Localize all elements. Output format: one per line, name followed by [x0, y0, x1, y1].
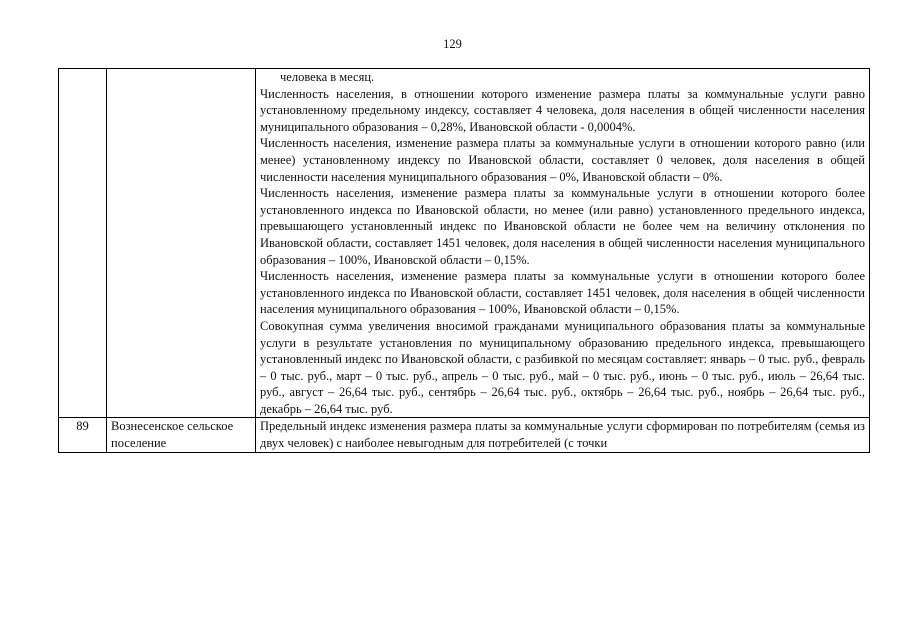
description-cell — [256, 69, 870, 418]
paragraph: Совокупная сумма увеличения вносимой гражданами муниципального образования платы за коммунальные услуги в результате установления по муниципальному образованию предельного индекса, превышающего установленный индекс по Ивановской области, с разбивкой по месяцам составляет: январь – 0 тыс. руб., февраль – 0 тыс. руб., март – 0 тыс. руб., апрель – 0 тыс. руб., май – 0 тыс. руб., июнь – 0 тыс. руб., июль – 26,64 тыс. руб., август – 26,64 тыс. руб., сентябрь – 26,64 тыс. руб., октябрь – 26,64 тыс. руб., ноябрь – 26,64 тыс. руб., декабрь – 26,64 тыс. руб. — [260, 318, 865, 416]
table-row — [59, 69, 870, 418]
paragraph: Численность населения, изменение размера платы за коммунальные услуги в отношении которого более установленного индекса по Ивановской области, составляет 1451 человек, доля населения в общей численности населения муниципального образования – 100%, Ивановской области – 0,15%. — [260, 269, 865, 317]
page-number: 129 — [443, 37, 462, 51]
municipality-name-cell: Вознесенское сельское поселение — [107, 418, 256, 452]
row-number-cell — [59, 69, 107, 418]
paragraph: Предельный индекс изменения размера платы за коммунальные услуги сформирован по потребителям (семья из двух человек) с наиболее невыгодным для потребителей (с точки — [260, 419, 865, 451]
row-number-cell: 89 — [59, 418, 107, 452]
paragraph: Численность населения, изменение размера платы за коммунальные услуги в отношении которого равно (или менее) установленному индексу по Ивановской области, составляет 0 человек, доля населения в общей численности населения муниципального образования – 0%, Ивановской области – 0%. — [260, 136, 865, 184]
description-cell — [256, 418, 870, 452]
paragraph: человека в месяц. — [280, 70, 375, 84]
municipal-index-table — [58, 68, 870, 453]
municipality-name-cell — [107, 69, 256, 418]
paragraph: Численность населения, изменение размера платы за коммунальные услуги в отношении которого более установленного индекса по Ивановской области, но менее (или равно) установленного предельного индекса, превышающего установленный индекс по Ивановской области не более чем на величину отклонения по Ивановской области, составляет 1451 человек, доля населения в общей численности населения муниципального образования – 100%, Ивановской области – 0,15%. — [260, 186, 865, 267]
paragraph: Численность населения, в отношении которого изменение размера платы за коммунальные услуги равно установленному предельному индексу, составляет 4 человека, доля населения в общей численности населения муниципального образования – 0,28%, Ивановской области - 0,0004%. — [260, 86, 865, 134]
table-row — [59, 418, 870, 452]
